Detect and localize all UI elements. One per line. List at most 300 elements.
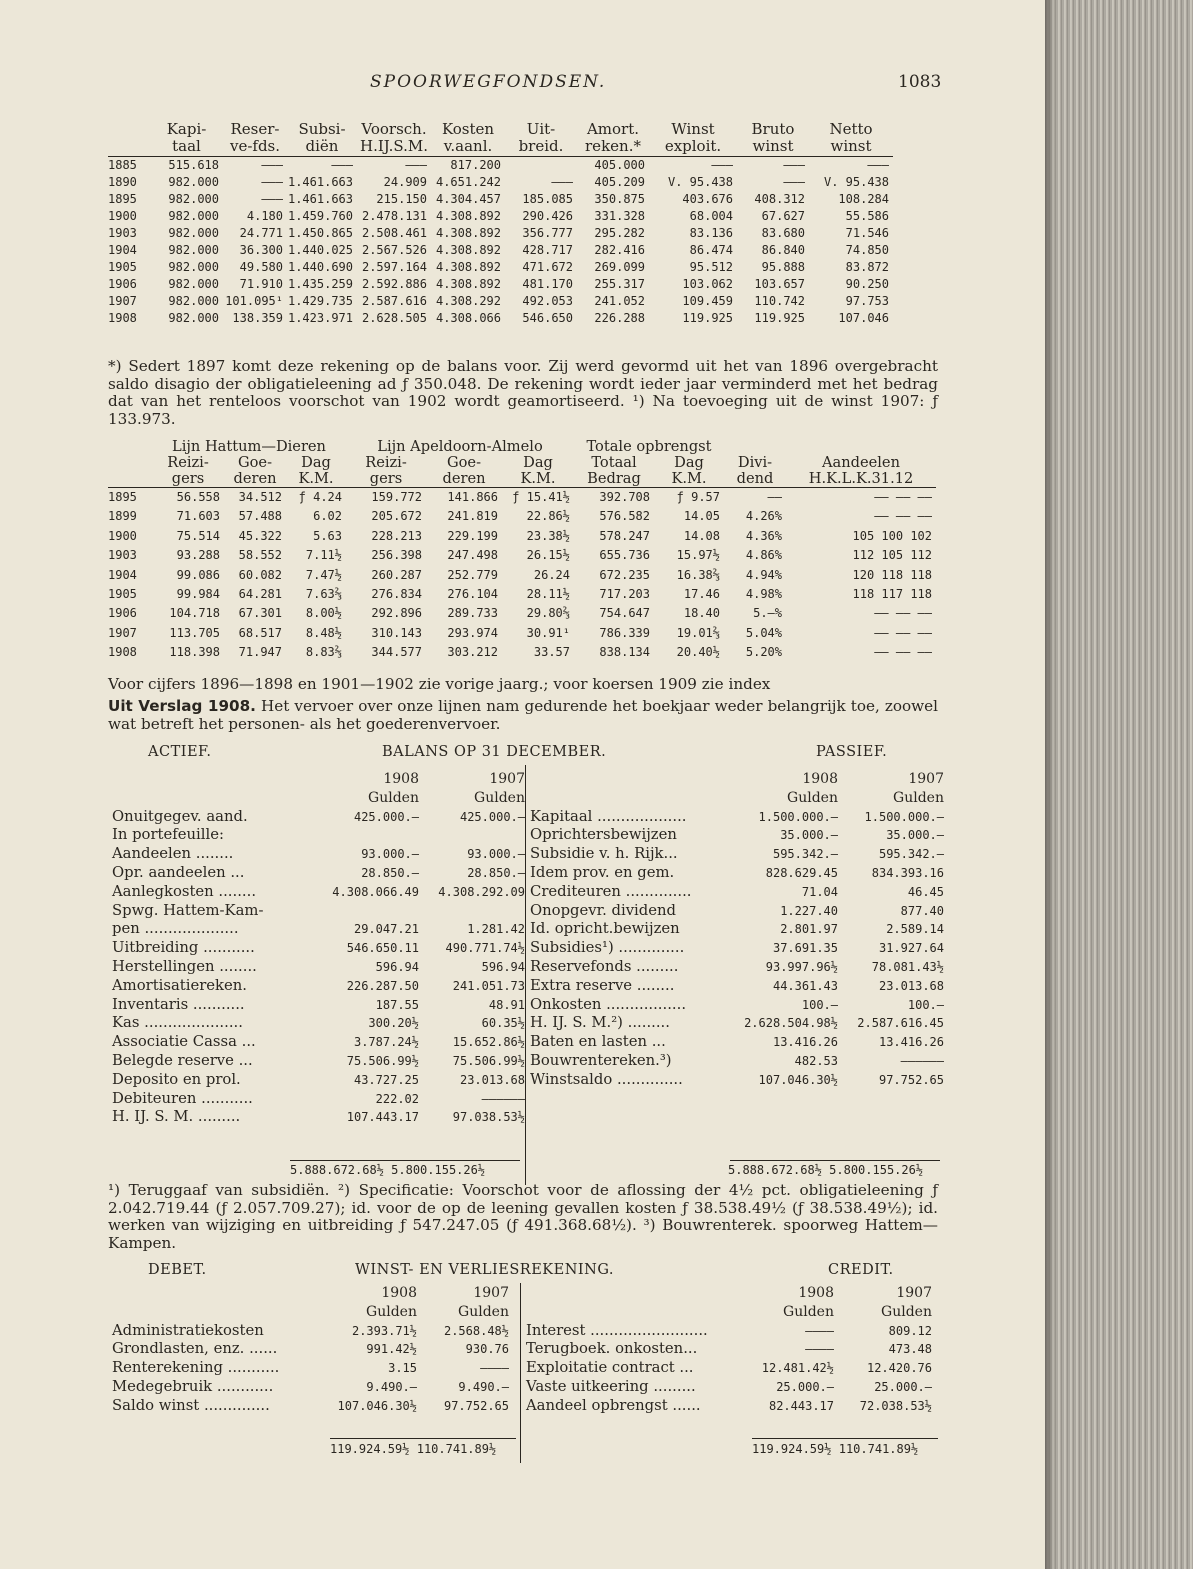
table-row: [108, 488, 936, 508]
capital-table-head-1: [108, 121, 893, 138]
report-lead: Uit Verslag 1908.: [108, 697, 256, 715]
amount-1908: 226.287.50: [346, 978, 419, 993]
table-cell: 68.004: [689, 209, 733, 223]
col-head: Goe-: [237, 454, 272, 471]
year-cell: 1907: [108, 625, 137, 640]
credit-table: [526, 1284, 932, 1416]
table-cell: 1.435.259: [287, 277, 353, 291]
table-cell: 20.40½: [676, 645, 720, 660]
revenue-table: [108, 439, 936, 663]
table-cell: 29.80⅔: [526, 606, 570, 621]
group-head: Totale opbrengst: [586, 438, 712, 455]
table-cell: ———: [261, 192, 283, 206]
passief-row: [530, 1071, 944, 1090]
actief-total-1907: 5.800.155.26½: [391, 1163, 486, 1177]
table-cell: 58.552: [238, 548, 282, 563]
credit-row: [526, 1378, 932, 1397]
passief-total: [728, 1163, 923, 1177]
table-cell: 2.508.461: [361, 226, 427, 240]
table-cell: 492.053: [522, 294, 573, 308]
ledger-label: Saldo winst ..............: [112, 1396, 270, 1414]
table-cell: 83.872: [845, 260, 889, 274]
ledger-label: Vaste uitkeering .........: [526, 1377, 696, 1395]
year-cell: 1895: [108, 192, 137, 206]
actief-row: [112, 1052, 525, 1071]
actief-row: [112, 996, 525, 1015]
col-head: deren: [426, 471, 502, 488]
table-cell: 356.777: [522, 226, 573, 240]
table-cell: 546.650: [522, 311, 573, 325]
col-head: diën: [287, 138, 357, 157]
year-cell: 1903: [108, 548, 137, 563]
table-cell: 4.304.457: [435, 192, 501, 206]
passief-table: [530, 770, 944, 1090]
amount-1908: 82.443.17: [768, 1398, 834, 1413]
table-cell: 108.284: [838, 192, 889, 206]
table-cell: —— —— ——: [874, 606, 932, 621]
table-cell: 4.308.292: [435, 294, 501, 308]
profit-loss-divider: [520, 1283, 521, 1463]
table-cell: 45.322: [238, 528, 282, 543]
table-cell: 105 100 102: [852, 528, 932, 543]
debet-row: [112, 1378, 509, 1397]
actief-total: [290, 1163, 485, 1177]
passief-row: [530, 826, 944, 845]
passief-row: [530, 939, 944, 958]
amount-1907: 15.652.86½: [452, 1035, 525, 1050]
year-cell: 1885: [108, 158, 137, 172]
table-cell: 118 117 118: [852, 587, 932, 602]
passief-row: [530, 920, 944, 939]
amount-1908: 28.850.—: [361, 865, 419, 880]
table-cell: 4.308.892: [435, 277, 501, 291]
year-cell: 1899: [108, 509, 137, 524]
table-cell: —— —— ——: [874, 509, 932, 524]
table-cell: 71.910: [239, 277, 283, 291]
table-cell: 26.15½: [526, 548, 570, 563]
amount-1908: 25.000.—: [776, 1379, 834, 1394]
col-head: exploit.: [649, 138, 737, 157]
passief-row: [530, 996, 944, 1015]
year-cell: 1903: [108, 226, 137, 240]
debet-table: [112, 1284, 509, 1416]
year-cell: 1904: [108, 243, 137, 257]
table-cell: ———: [331, 158, 353, 172]
year-cell: 1890: [108, 175, 137, 189]
revenue-table-groups: [108, 439, 936, 455]
year-1908: 1908: [383, 771, 419, 787]
table-row: [108, 293, 893, 310]
table-cell: 99.086: [176, 567, 220, 582]
amount-1908: 546.650.11: [346, 941, 419, 956]
total-rule: [730, 1160, 940, 1161]
amount-1907: 46.45: [907, 884, 944, 899]
table-cell: 2.587.616: [361, 294, 427, 308]
credit-total-1908: 119.924.59½: [752, 1442, 832, 1456]
table-cell: 1.423.971: [287, 311, 353, 325]
table-cell: 269.099: [594, 260, 645, 274]
table-cell: 578.247: [599, 528, 650, 543]
table-cell: 982.000: [168, 192, 219, 206]
col-head: Dag: [674, 454, 704, 471]
table-cell: 103.062: [682, 277, 733, 291]
ledger-label: Associatie Cassa ...: [112, 1033, 256, 1051]
table-cell: 7.47½: [305, 567, 342, 582]
table-cell: 112 105 112: [852, 548, 932, 563]
table-cell: 120 118 118: [852, 567, 932, 582]
table-cell: 103.657: [754, 277, 805, 291]
table-cell: 2.592.886: [361, 277, 427, 291]
amount-1907: 25.000.—: [874, 1379, 932, 1394]
year-cell: 1907: [108, 294, 137, 308]
ledger-label: Oprichtersbewijzen: [530, 826, 677, 844]
unit-gulden: Gulden: [366, 1303, 417, 1320]
amount-1907: 2.589.14: [886, 922, 944, 937]
actief-row: [112, 1090, 525, 1109]
amount-1907: 78.081.43½: [871, 959, 944, 974]
amount-1908: 187.55: [375, 997, 419, 1012]
col-head: Amort.: [586, 120, 640, 138]
credit-row: [526, 1397, 932, 1416]
year-cell: 1900: [108, 528, 137, 543]
table-cell: 215.150: [376, 192, 427, 206]
ledger-label: Inventaris ...........: [112, 995, 245, 1013]
amount-1908: ————: [805, 1323, 834, 1338]
table-cell: 5.20%: [745, 645, 782, 660]
amount-1907: [419, 902, 525, 921]
ledger-label: Deposito en prol.: [112, 1070, 241, 1088]
amount-1908: 35.000.—: [780, 828, 838, 843]
table-row: [108, 225, 893, 242]
amount-1908: 222.02: [375, 1091, 419, 1106]
page-number: 1083: [898, 72, 942, 92]
table-cell: 1.450.865: [287, 226, 353, 240]
amount-1908: 44.361.43: [772, 978, 838, 993]
col-head: Netto: [829, 120, 873, 138]
total-rule: [752, 1438, 938, 1439]
table-cell: 226.288: [594, 311, 645, 325]
total-rule: [330, 1438, 516, 1439]
table-cell: 57.488: [238, 509, 282, 524]
table-cell: 16.38⅔: [676, 567, 720, 582]
amount-1908: ————: [805, 1342, 834, 1357]
passief-row: [530, 808, 944, 827]
table-cell: 344.577: [371, 645, 422, 660]
year-1907: 1907: [473, 1285, 509, 1301]
table-cell: 101.095¹: [225, 294, 283, 308]
amount-1907: 75.506.99½: [452, 1053, 525, 1068]
passief-total-1907: 5.800.155.26½: [829, 1163, 924, 1177]
year-1907: 1907: [489, 771, 525, 787]
credit-total-1907: 110.741.89½: [838, 1442, 919, 1456]
amount-1907: 23.013.68: [878, 978, 944, 993]
actief-row: [112, 977, 525, 996]
table-cell: 110.742: [754, 294, 805, 308]
actief-row: [112, 883, 525, 902]
table-cell: 247.498: [447, 548, 498, 563]
table-cell: —— —— ——: [874, 490, 932, 504]
year-cell: 1906: [108, 606, 137, 621]
passief-label: PASSIEF.: [816, 744, 888, 760]
table-cell: 138.359: [232, 311, 283, 325]
amount-1908: 425.000.—: [353, 809, 419, 824]
amount-1907: 596.94: [481, 959, 525, 974]
table-cell: 290.426: [522, 209, 573, 223]
amount-1908: 596.94: [375, 959, 419, 974]
table-cell: 838.134: [599, 645, 650, 660]
col-head: breid.: [505, 138, 577, 157]
col-head: winst: [737, 138, 809, 157]
unit-gulden: Gulden: [368, 789, 419, 806]
col-head: ve-fds.: [223, 138, 287, 157]
table-cell: 7.11½: [305, 548, 342, 563]
actief-row: [112, 902, 525, 921]
table-cell: 350.875: [594, 192, 645, 206]
table-cell: 33.57: [533, 645, 570, 660]
table-cell: 4.308.892: [435, 260, 501, 274]
table-cell: 260.287: [371, 567, 422, 582]
table-cell: 15.97½: [676, 548, 720, 563]
table-cell: 1.440.690: [287, 260, 353, 274]
table-cell: 4.94%: [745, 567, 782, 582]
table-cell: 18.40: [683, 606, 720, 621]
table-cell: 86.840: [761, 243, 805, 257]
debet-row: [112, 1340, 509, 1359]
table-cell: 26.24: [533, 567, 570, 582]
table-row: [108, 242, 893, 259]
amount-1907: 13.416.26: [878, 1035, 944, 1050]
table-cell: 982.000: [168, 277, 219, 291]
table-cell: 229.199: [447, 528, 498, 543]
ledger-label: Medegebruik ............: [112, 1377, 274, 1395]
table-cell: ———: [783, 175, 805, 189]
ledger-label: Onkosten .................: [530, 995, 687, 1013]
amount-1908: 3.15: [388, 1361, 417, 1376]
actief-table: [112, 770, 525, 1127]
amount-1908: 1.500.000.—: [758, 809, 838, 824]
table-cell: 1.461.663: [287, 175, 353, 189]
table-cell: 817.200: [450, 158, 501, 172]
table-cell: 408.312: [754, 192, 805, 206]
debet-row: [112, 1359, 509, 1378]
table-cell: 67.301: [238, 606, 282, 621]
amount-1907: ————: [480, 1361, 509, 1376]
table-cell: 159.772: [371, 490, 422, 504]
table-cell: —— —— ——: [874, 645, 932, 660]
table-row: [108, 507, 936, 526]
amount-1907: 12.420.76: [866, 1361, 932, 1376]
amount-1907: 100.—: [907, 997, 944, 1012]
amount-1907: ——————: [481, 1091, 525, 1106]
capital-table-body: [108, 157, 893, 328]
table-cell: 99.984: [176, 587, 220, 602]
col-head: Kapi-: [166, 120, 207, 138]
ledger-label: Aandeelen ........: [112, 845, 234, 863]
amount-1907: 23.013.68: [459, 1072, 525, 1087]
table-cell: 982.000: [168, 175, 219, 189]
ledger-label: Amortisatiereken.: [112, 976, 248, 994]
amount-1907: 490.771.74½: [445, 941, 525, 956]
table-cell: 255.317: [594, 277, 645, 291]
table-cell: 22.86½: [526, 509, 570, 524]
amount-1908: [314, 902, 419, 921]
actief-row: [112, 920, 525, 939]
amount-1907: 595.342.—: [878, 847, 944, 862]
table-cell: 71.947: [238, 645, 282, 660]
amount-1907: 1.500.000.—: [864, 809, 944, 824]
table-cell: 4.308.892: [435, 243, 501, 257]
amount-1908: 71.04: [801, 884, 838, 899]
ledger-label: Subsidies¹) ..............: [530, 939, 685, 957]
credit-row: [526, 1359, 932, 1378]
col-head: K.M.: [502, 471, 574, 488]
credit-total: [752, 1442, 918, 1456]
col-head: Voorsch.: [361, 120, 427, 138]
amount-1908: 2.801.97: [780, 922, 838, 937]
table-cell: 95.888: [761, 260, 805, 274]
ledger-label: Aandeel opbrengst ......: [526, 1396, 701, 1414]
table-row: [108, 191, 893, 208]
table-cell: 113.705: [169, 625, 220, 640]
table-cell: 24.771: [239, 226, 283, 240]
table-cell: 392.708: [599, 490, 650, 504]
table-cell: 282.416: [594, 243, 645, 257]
table-cell: 95.512: [689, 260, 733, 274]
table-cell: V. 95.438: [667, 175, 733, 189]
table-cell: 310.143: [371, 625, 422, 640]
table-cell: 71.546: [845, 226, 889, 240]
table-cell: 295.282: [594, 226, 645, 240]
amount-1908: 828.629.45: [765, 865, 838, 880]
table-cell: 5.—%: [753, 606, 782, 621]
table-cell: 672.235: [599, 567, 650, 582]
ledger-label: Extra reserve ........: [530, 976, 675, 994]
col-head: gers: [346, 471, 426, 488]
year-cell: 1908: [108, 311, 137, 325]
table-cell: 107.046: [838, 311, 889, 325]
ledger-label: Id. opricht.bewijzen: [530, 920, 680, 938]
debet-row: [112, 1397, 509, 1416]
table-cell: 293.974: [447, 625, 498, 640]
table-cell: 2.597.164: [361, 260, 427, 274]
col-head: Kosten: [441, 120, 495, 138]
ledger-label: Herstellingen ........: [112, 957, 257, 975]
actief-row: [112, 826, 525, 845]
ledger-label: Kas .....................: [112, 1014, 243, 1032]
table-cell: 24.909: [383, 175, 427, 189]
ledger-label: Baten en lasten ...: [530, 1033, 666, 1051]
col-head: Reizi-: [167, 454, 209, 471]
amount-1908: 2.393.71½: [351, 1323, 417, 1338]
table-row: [108, 527, 936, 546]
amount-1907: 2.587.616.45: [857, 1016, 944, 1031]
total-rule: [290, 1160, 520, 1161]
actief-row: [112, 808, 525, 827]
amount-1907: 31.927.64: [878, 941, 944, 956]
table-cell: 30.91¹: [526, 625, 570, 640]
amount-1907: 877.40: [900, 903, 944, 918]
amount-1908: 300.20½: [368, 1016, 419, 1031]
table-cell: 2.567.526: [361, 243, 427, 257]
ledger-label: Reservefonds .........: [530, 957, 679, 975]
debet-total-1908: 119.924.59½: [330, 1442, 410, 1456]
table-cell: ———: [783, 158, 805, 172]
amount-1907: 473.48: [888, 1342, 932, 1357]
table-cell: ———: [711, 158, 733, 172]
ledger-label: Renterekening ...........: [112, 1359, 280, 1377]
ledger-label: Exploitatie contract ...: [526, 1359, 694, 1377]
table-cell: 83.136: [689, 226, 733, 240]
year-cell: 1908: [108, 645, 137, 660]
amount-1907: ——————: [900, 1053, 944, 1068]
table-cell: 68.517: [238, 625, 282, 640]
ledger-label: Onuitgegev. aand.: [112, 807, 248, 825]
revenue-table-head-1: [108, 455, 936, 471]
credit-label: CREDIT.: [828, 1262, 894, 1278]
table-cell: 90.250: [845, 277, 889, 291]
actief-row: [112, 1014, 525, 1033]
table-cell: 4.26%: [745, 509, 782, 524]
table-cell: 1.459.760: [287, 209, 353, 223]
table-cell: 515.618: [168, 158, 219, 172]
col-head: K.M.: [654, 471, 724, 488]
debet-row: [112, 1322, 509, 1341]
table-cell: 71.603: [176, 509, 220, 524]
table-cell: 292.896: [371, 606, 422, 621]
passief-total-1908: 5.888.672.68½: [728, 1163, 822, 1177]
unit-gulden: Gulden: [787, 789, 838, 806]
table-cell: 83.680: [761, 226, 805, 240]
amount-1908: 595.342.—: [772, 847, 838, 862]
table-cell: 34.512: [238, 490, 282, 504]
capital-table: [108, 121, 893, 327]
ledger-label: H. IJ. S. M. .........: [112, 1108, 241, 1126]
table-cell: 1.440.025: [287, 243, 353, 257]
table-cell: 4.308.066: [435, 311, 501, 325]
ledger-label: Crediteuren ..............: [530, 882, 692, 900]
table-cell: 97.753: [845, 294, 889, 308]
ledger-label: Bouwrentereken.³): [530, 1051, 672, 1069]
table-cell: 19.01⅔: [676, 625, 720, 640]
credit-row: [526, 1340, 932, 1359]
footnote-amortisation: *) Sedert 1897 komt deze rekening op de balans voor. Zij werd gevormd uit het van 1896 overgebracht saldo disagio der obligatieleening ad ƒ 350.048. De rekening wordt ieder jaar verminderd met het bedrag dat van het renteloos voorschot van 1902 wordt geamortiseerd. ¹) Na toevoeging uit de winst 1907: ƒ 133.973.: [108, 357, 938, 428]
table-row: [108, 585, 936, 604]
ledger-label: Subsidie v. h. Rijk...: [530, 845, 678, 863]
table-row: [108, 566, 936, 585]
passief-row: [530, 1033, 944, 1052]
table-cell: 119.925: [754, 311, 805, 325]
table-cell: 982.000: [168, 260, 219, 274]
table-cell: 49.580: [239, 260, 283, 274]
footnote-years: Voor cijfers 1896—1898 en 1901—1902 zie vorige jaarg.; voor koersen 1909 zie index: [108, 675, 771, 693]
col-head: Dag: [523, 454, 553, 471]
table-cell: 5.04%: [745, 625, 782, 640]
debet-label: DEBET.: [148, 1262, 207, 1278]
table-cell: 55.586: [845, 209, 889, 223]
ledger-label: Idem prov. en gem.: [530, 863, 675, 881]
amount-1908: 37.691.35: [772, 941, 838, 956]
unit-gulden: Gulden: [893, 789, 944, 806]
table-cell: 109.459: [682, 294, 733, 308]
col-head: gers: [152, 471, 224, 488]
year-cell: 1906: [108, 277, 137, 291]
ledger-label: Administratiekosten: [112, 1321, 264, 1339]
table-cell: 405.209: [594, 175, 645, 189]
amount-1907: 97.038.53½: [452, 1110, 525, 1125]
year-1907: 1907: [896, 1285, 932, 1301]
ledger-label: pen ....................: [112, 920, 239, 938]
ledger-label: Belegde reserve ...: [112, 1051, 253, 1069]
